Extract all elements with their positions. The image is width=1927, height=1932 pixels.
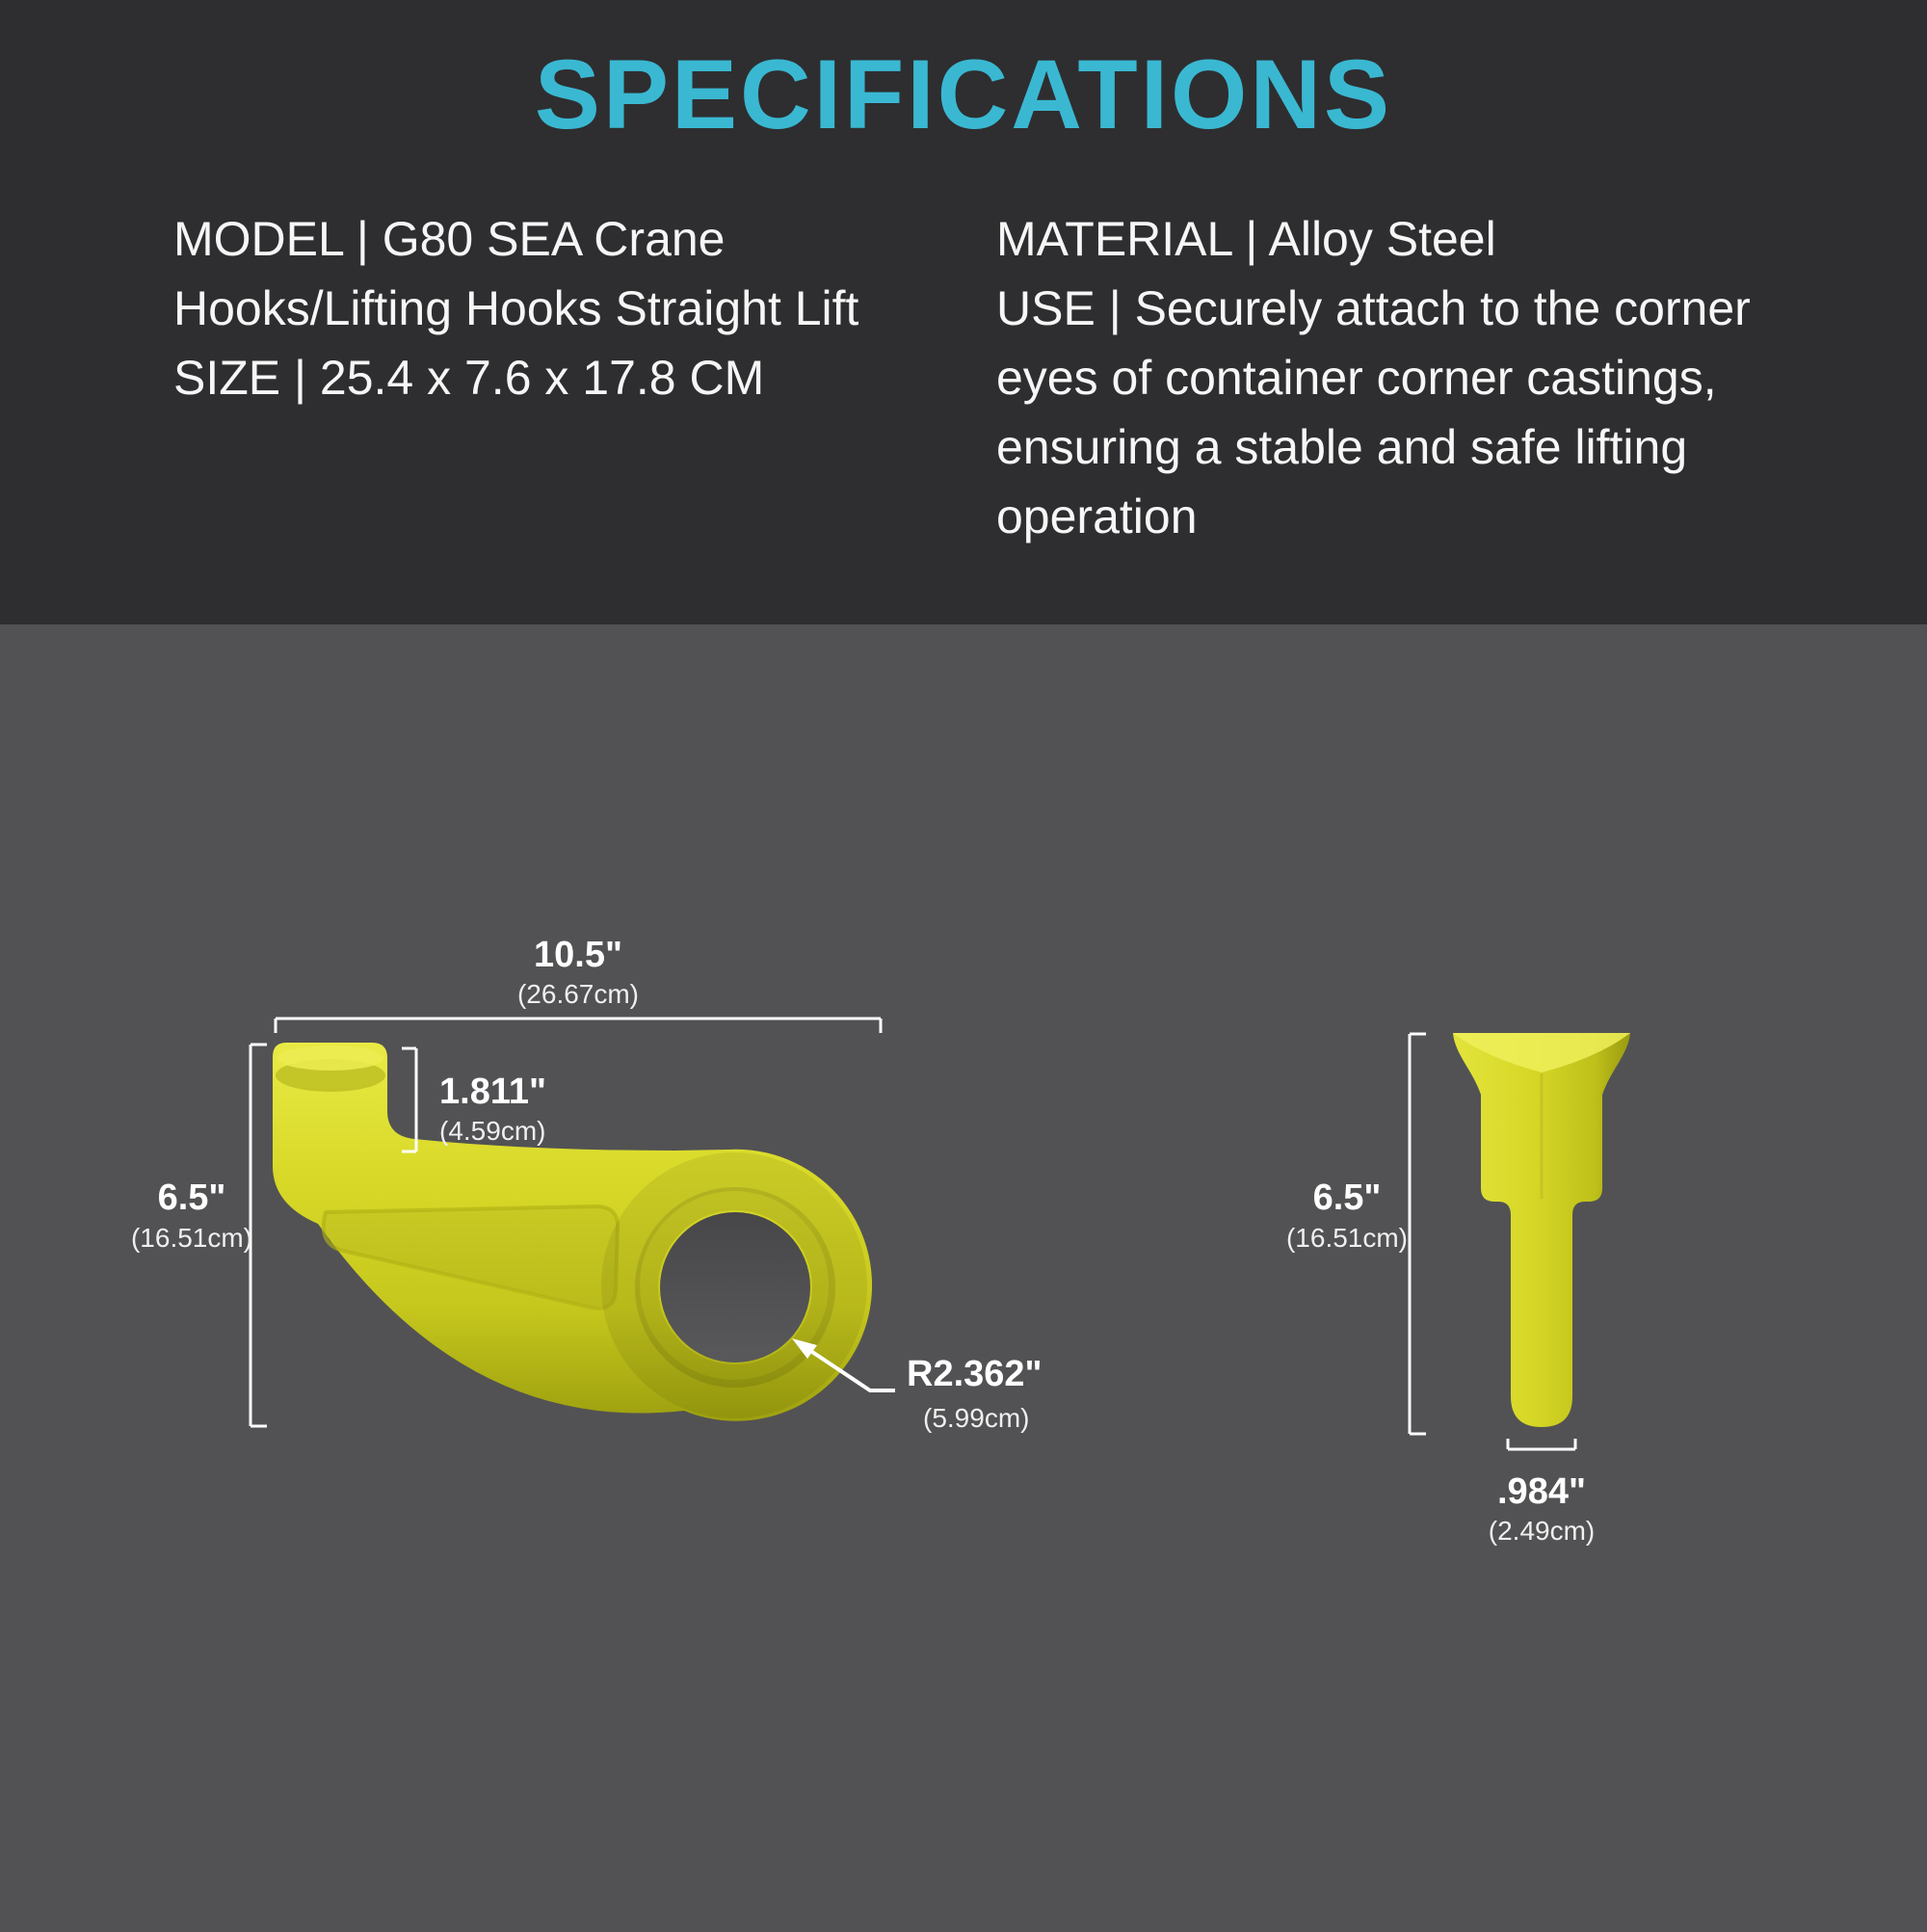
spec-column-right (996, 204, 1772, 551)
side-view-pin (1453, 1033, 1630, 1427)
page-title: SPECIFICATIONS (534, 40, 1393, 149)
dim-front-radius-cm: (5.99cm) (923, 1403, 1030, 1433)
dim-front-width-cm: (26.67cm) (516, 979, 640, 1009)
dim-front-notch-cm: (4.59cm) (439, 1116, 546, 1146)
diagram-panel (0, 624, 1927, 1927)
dim-front-width (276, 1019, 881, 1033)
dim-side-diameter (1508, 1439, 1575, 1449)
dim-front-notch (402, 1048, 416, 1151)
dim-front-height-cm: (16.51cm) (130, 1223, 253, 1253)
hook-stub-top-face (277, 1045, 383, 1071)
dim-front-width-in: 10.5" (534, 935, 622, 975)
spec-model-size: MODEL | G80 SEA Crane Hooks/Lifting Hooks Straight Lift (173, 212, 859, 335)
dim-front-radius-in: R2.362" (907, 1354, 1043, 1394)
dim-front-height-in: 6.5" (157, 1178, 226, 1218)
dim-side-height (1410, 1034, 1426, 1434)
specifications-panel (0, 0, 1927, 624)
spec-material: MATERIAL | Alloy Steel (996, 212, 1496, 266)
dimension-diagram (0, 624, 1927, 1927)
dim-side-height-in: 6.5" (1312, 1178, 1382, 1218)
spec-size: SIZE | 25.4 x 7.6 x 17.8 CM (173, 351, 765, 405)
spec-column-left (173, 204, 891, 412)
dim-front-height (251, 1045, 267, 1426)
dim-side-height-cm: (16.51cm) (1285, 1223, 1409, 1253)
dim-front-notch-in: 1.811" (439, 1072, 547, 1112)
dim-side-diameter-in: .984" (1497, 1471, 1586, 1512)
spec-use: USE | Securely attach to the corner eyes of container corner castings, ensuring a stable and safe lifting operation (996, 281, 1751, 543)
dim-side-diameter-cm: (2.49cm) (1488, 1516, 1596, 1546)
front-view-hook (273, 1043, 872, 1421)
hook-hole (660, 1212, 810, 1363)
